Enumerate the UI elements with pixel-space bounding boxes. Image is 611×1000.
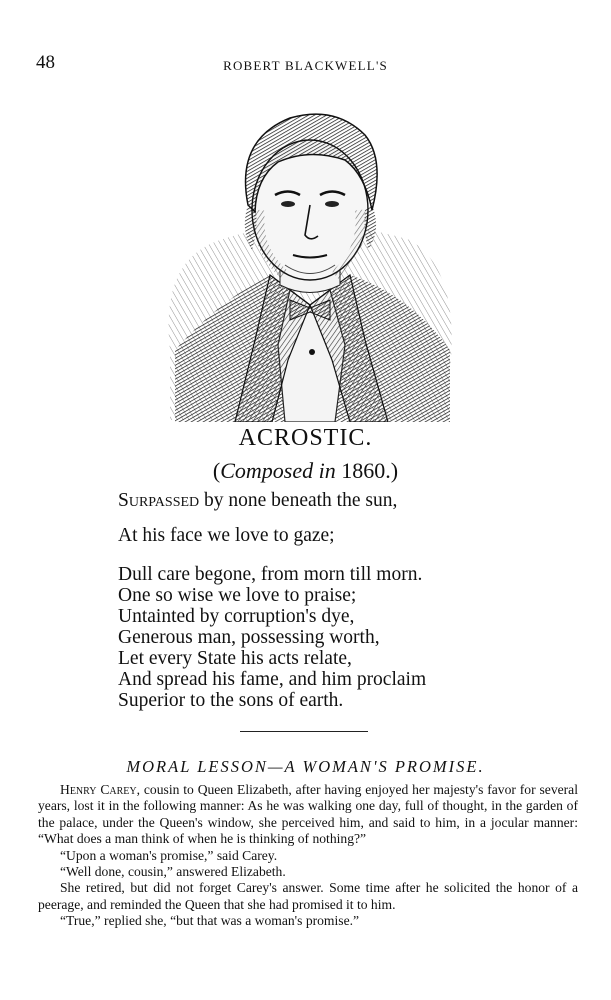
subtitle-open: (	[212, 458, 221, 483]
poem-subtitle	[0, 458, 611, 484]
lesson-paragraph-3: “Well done, cousin,” answered Elizabeth.	[60, 864, 286, 880]
lesson-name: Henry Carey	[60, 782, 137, 797]
engraved-portrait	[160, 100, 460, 422]
page-number: 48	[36, 52, 55, 73]
subtitle-italic: Composed in	[220, 458, 336, 483]
poem-first-line-rest: by none beneath the sun,	[199, 490, 398, 511]
poem-line-3: Dull care begone, from morn till morn.	[118, 564, 423, 585]
lesson-p1-rest: , cousin to Queen Elizabeth, after having enjoyed her majesty's favor for several years, lost it in the following manner: As he was walking one day, full of thought, in the garden of the palace, under the Queen's window, she perceived him, and said to him, in a jocular manner: “What does a man think of when he is thinking of nothing?”	[38, 782, 578, 847]
lesson-paragraph-4: She retired, but did not forget Carey's answer. Some time after he solicited the honor of a peerage, and reminded the Queen that she had promised it to him.	[38, 880, 578, 912]
poem-line-5: Untainted by corruption's dye,	[118, 606, 355, 627]
poem-line-4: One so wise we love to praise;	[118, 585, 357, 606]
poem-line-7: Let every State his acts relate,	[118, 648, 352, 669]
poem-title: ACROSTIC.	[238, 425, 373, 451]
lesson-paragraph-2: “Upon a woman's promise,” said Carey.	[60, 847, 278, 863]
poem-line-8: And spread his fame, and him proclaim	[118, 669, 427, 690]
poem-line-2: At his face we love to gaze;	[118, 525, 335, 546]
poem-line-1	[118, 490, 397, 512]
poem-line-9: Superior to the sons of earth.	[118, 690, 344, 711]
section-divider	[240, 731, 368, 732]
lesson-paragraph-1	[38, 782, 578, 848]
poem-line-6: Generous man, possessing worth,	[118, 627, 380, 648]
lesson-title: MORAL LESSON—A WOMAN'S PROMISE.	[126, 757, 485, 776]
lesson-paragraph-5: “True,” replied she, “but that was a woman's promise.”	[60, 913, 360, 929]
lesson-body	[38, 782, 578, 930]
running-head: ROBERT BLACKWELL'S	[223, 58, 388, 73]
poem-first-word: Surpassed	[118, 490, 200, 511]
subtitle-year: 1860.)	[335, 458, 399, 483]
